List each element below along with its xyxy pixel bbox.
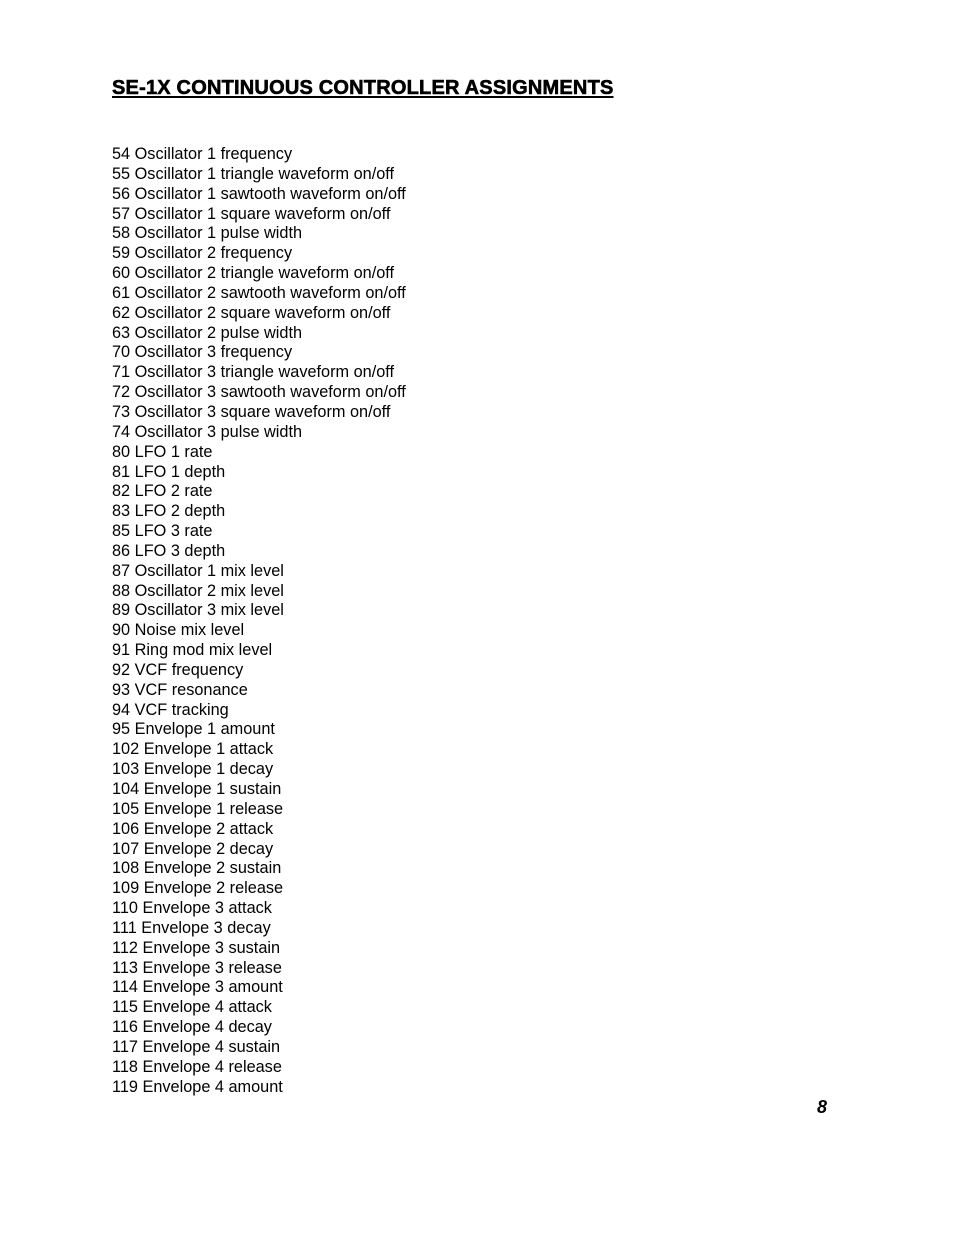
- assignment-item: 72 Oscillator 3 sawtooth waveform on/off: [112, 383, 406, 402]
- assignment-item: 74 Oscillator 3 pulse width: [112, 422, 303, 441]
- assignment-item: 88 Oscillator 2 mix level: [112, 581, 284, 600]
- assignment-item: 62 Oscillator 2 square waveform on/off: [112, 303, 391, 322]
- assignment-item: 63 Oscillator 2 pulse width: [112, 323, 303, 342]
- assignment-item: 111 Envelope 3 decay: [112, 918, 271, 937]
- assignment-item: 57 Oscillator 1 square waveform on/off: [112, 204, 391, 223]
- assignment-item: 104 Envelope 1 sustain: [112, 780, 282, 798]
- assignment-item: 86 LFO 3 depth: [112, 541, 226, 560]
- page-title: SE-1X CONTINUOUS CONTROLLER ASSIGNMENTS: [112, 77, 614, 99]
- assignment-item: 71 Oscillator 3 triangle waveform on/off: [112, 363, 395, 382]
- assignment-item: 106 Envelope 2 attack: [112, 819, 274, 838]
- assignment-item: 95 Envelope 1 amount: [112, 720, 275, 739]
- assignment-item: 117 Envelope 4 sustain: [112, 1037, 281, 1056]
- assignment-item: 59 Oscillator 2 frequency: [112, 244, 293, 263]
- assignment-item: 80 LFO 1 rate: [112, 442, 213, 461]
- assignment-item: 118 Envelope 4 release: [112, 1057, 282, 1076]
- assignment-item: 108 Envelope 2 sustain: [112, 859, 282, 878]
- assignment-item: 119 Envelope 4 amount: [112, 1077, 283, 1096]
- assignment-item: 109 Envelope 2 release: [112, 879, 284, 898]
- assignment-item: 87 Oscillator 1 mix level: [112, 561, 284, 580]
- assignment-item: 91 Ring mod mix level: [112, 641, 273, 660]
- assignment-item: 105 Envelope 1 release: [112, 799, 284, 818]
- assignment-item: 55 Oscillator 1 triangle waveform on/off: [112, 164, 395, 183]
- assignment-item: 61 Oscillator 2 sawtooth waveform on/off: [112, 283, 406, 302]
- assignment-item: 89 Oscillator 3 mix level: [112, 601, 284, 620]
- assignment-item: 112 Envelope 3 sustain: [112, 938, 281, 957]
- assignment-item: 56 Oscillator 1 sawtooth waveform on/off: [112, 184, 406, 203]
- assignment-item: 70 Oscillator 3 frequency: [112, 343, 293, 362]
- assignment-item: 114 Envelope 3 amount: [112, 978, 283, 997]
- assignment-item: 107 Envelope 2 decay: [112, 839, 274, 858]
- assignment-item: 54 Oscillator 1 frequency: [112, 145, 293, 163]
- assignment-item: 58 Oscillator 1 pulse width: [112, 224, 303, 243]
- assignment-item: 92 VCF frequency: [112, 660, 244, 679]
- page-number: 8: [817, 1097, 828, 1117]
- assignment-item: 102 Envelope 1 attack: [112, 740, 274, 759]
- assignment-item: 73 Oscillator 3 square waveform on/off: [112, 402, 391, 421]
- assignment-item: 90 Noise mix level: [112, 621, 245, 640]
- assignment-item: 85 LFO 3 rate: [112, 522, 213, 541]
- controller-assignment-list: [112, 145, 406, 1098]
- assignment-item: 60 Oscillator 2 triangle waveform on/off: [112, 264, 395, 283]
- assignment-item: 113 Envelope 3 release: [112, 958, 282, 977]
- assignment-item: 110 Envelope 3 attack: [112, 899, 272, 918]
- assignment-item: 81 LFO 1 depth: [112, 462, 226, 481]
- assignment-item: 82 LFO 2 rate: [112, 482, 213, 501]
- assignment-item: 115 Envelope 4 attack: [112, 998, 272, 1017]
- assignment-item: 94 VCF tracking: [112, 700, 229, 719]
- assignment-item: 83 LFO 2 depth: [112, 502, 226, 521]
- assignment-item: 116 Envelope 4 decay: [112, 1018, 272, 1037]
- assignment-item: 93 VCF resonance: [112, 680, 248, 699]
- assignment-item: 103 Envelope 1 decay: [112, 760, 274, 779]
